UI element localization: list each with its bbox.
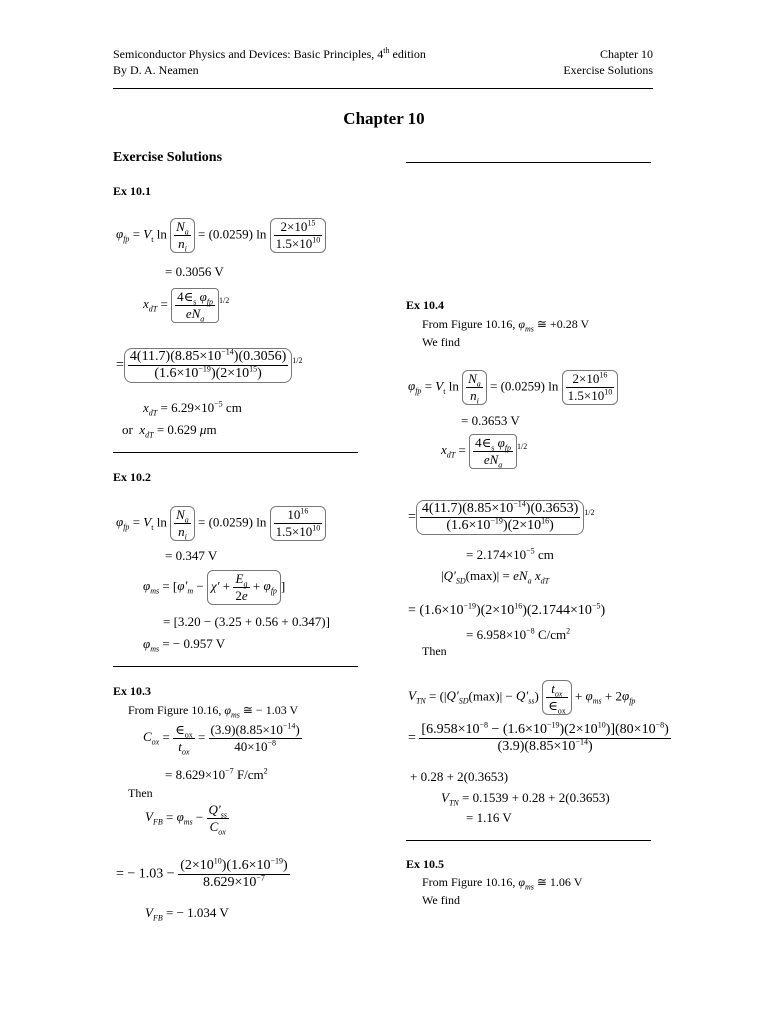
ex-10-4-then: Then — [422, 644, 447, 658]
header-author: By D. A. Neamen — [113, 63, 199, 77]
section-title: Exercise Solutions — [113, 150, 223, 165]
ex-10-3-vfb-value: $V_{FB}$ = − 1.034 V — [145, 905, 229, 923]
ex-10-1-label: Ex 10.1 — [113, 184, 152, 198]
ex-10-1-xdt-substitution: = $\frac{4(11.7)(8.85\times 10^{-14})(0.3056)}{(1.6\times 10^{-19})(2\times 10^{15})}$ $^{1/2}$ — [116, 347, 303, 381]
ex-10-4-label: Ex 10.4 — [406, 298, 445, 312]
ex-10-4-xdt-substitution: = $\frac{4(11.7)(8.85\times 10^{-14})(0.3653)}{(1.6\times 10^{-19})(2\times 10^{16})}$ $^{1/2}$ — [408, 499, 595, 533]
ex-10-4-phi-fp-value: = 0.3653 V — [461, 413, 520, 428]
ex-10-2-phi-ms-formula: $\varphi_{ms} = [\varphi'_m - \chi'$ + $\frac{E_g}{2e}$ + $\varphi_{fp}$ ] — [143, 571, 286, 603]
ex-10-4-end-rule — [406, 840, 651, 841]
ex-10-2-phi-fp-value: = 0.347 V — [165, 548, 218, 563]
ex-10-1-xdt-value: $x_{dT} = 6.29\times 10^{-5}$ cm — [143, 399, 242, 418]
ex-10-1-end-rule — [113, 452, 358, 453]
ex-10-3-then: Then — [128, 786, 153, 800]
ex-10-4-phi-fp-equation: $\varphi_{fp} = V_t$ ln $\frac{N_a}{n_i}$ = (0.0259) ln $\frac{2\times 10^{16}}{1.5\times 10^{10}}$ — [408, 370, 618, 405]
ex-10-3-cox-value: = $8.629\times 10^{-7}$ $F/cm^2$ — [165, 766, 268, 782]
ex-10-3-vfb-formula: $V_{FB} = \varphi_{ms}$ − $\frac{Q'_{ss}}{C_{ox}}$ — [145, 802, 227, 837]
ex-10-4-xdt-formula: $x_{dT}$ = $\frac{4\in_s \varphi_{fp}}{eN_a}$ $^{1/2}$ — [441, 435, 528, 470]
ex-10-3-cox-equation: $C_{ox}$ = $\frac{\in_{ox}}{t_{ox}}$ = $\frac{(3.9)(8.85\times 10^{-14})}{40\times 10^{-8}}$ — [143, 721, 300, 757]
ex-10-3-vfb-substitution: = − 1.03 − $\frac{(2\times 10^{10})(1.6\times 10^{-19})}{8.629\times 10^{-7}}$ — [116, 856, 288, 890]
ex-10-3-intro: From Figure 10.16, $\varphi_{ms}$ ≅ − 1.03 V — [128, 703, 299, 720]
ex-10-5-label: Ex 10.5 — [406, 857, 445, 871]
ex-10-4-qsd-formula: $|Q'_{SD}(\max)| = eN_a$ $x_{dT}$ — [441, 568, 550, 586]
ex-10-4-vtn-substitution: = $\frac{[6.958\times 10^{-8} - (1.6\times 10^{-19})(2\times 10^{10})](80\times 10^{-8})}{(3.9)(8.85\times 10^{-14})}$ — [408, 720, 669, 754]
ex-10-1-phi-fp-equation: $\varphi_{fp} = V_t$ ln $\frac{N_a}{n_i}$ = (0.0259) ln $\frac{2\times 10^{15}}{1.5\times 10^{10}}$ — [116, 218, 326, 253]
page-title: Chapter 10 — [343, 109, 425, 128]
ex-10-4-qsd-substitution: = $(1.6\times 10^{-19})(2\times 10^{16})(2.1744\times 10^{-5})$ — [408, 601, 606, 618]
header-chapter: Chapter 10 — [600, 47, 653, 61]
ex-10-4-xdt-value: = $2.174\times 10^{-5}$ cm — [466, 546, 554, 562]
ex-10-4-we-find: We find — [422, 335, 461, 349]
ex-10-2-phi-ms-value: $\varphi_{ms}$ = − 0.957 V — [143, 636, 226, 654]
header-left — [113, 46, 426, 78]
ex-10-1-xdt-alt-value: or $x_{dT} = 0.629$ μm — [122, 422, 217, 440]
ex-10-1-phi-fp-value: = 0.3056 V — [165, 264, 224, 279]
ex-10-4-qsd-value: = $6.958\times 10^{-8}$ $C/cm^2$ — [466, 626, 571, 642]
header-right — [563, 46, 653, 78]
ex-10-1-xdt-formula: $x_{dT}$ = $\frac{4\in_s \varphi_{fp}}{eN_a}$ $^{1/2}$ — [143, 289, 230, 324]
ex-10-2-end-rule — [113, 666, 358, 667]
ex-10-4-vtn-tail: + 0.28 + 2(0.3653) — [410, 769, 509, 784]
ex-10-4-intro: From Figure 10.16, $\varphi_{ms}$ ≅ +0.28 V — [422, 317, 590, 334]
header-section: Exercise Solutions — [563, 63, 653, 77]
header-rule — [113, 88, 653, 89]
ex-10-3-label: Ex 10.3 — [113, 684, 152, 698]
ex-10-5-intro: From Figure 10.16, $\varphi_{ms}$ ≅ 1.06 V — [422, 875, 583, 892]
ex-10-4-vtn-numeric: $V_{TN} = 0.1539 + 0.28 + 2(0.3653)$ — [441, 790, 610, 808]
ex-10-5-we-find: We find — [422, 893, 461, 907]
header-book-title: Semiconductor Physics and Devices: Basic Principles, 4th edition — [113, 46, 426, 61]
right-column-rule — [406, 162, 651, 163]
ex-10-2-phi-ms-substitution: = [3.20 − (3.25 + 0.56 + 0.347)] — [163, 614, 330, 629]
ex-10-4-vtn-value: = 1.16 V — [466, 810, 512, 825]
ex-10-4-vtn-formula: $V_{TN} = (|Q'_{SD}(\max)| - Q'_{ss})$ $\frac{t_{ox}}{\in_{ox}}$ + $\varphi_{ms} + 2\varphi_{fp}$ — [408, 681, 636, 716]
ex-10-2-phi-fp-equation: $\varphi_{fp} = V_t$ ln $\frac{N_a}{n_i}$ = (0.0259) ln $\frac{10^{16}}{1.5\times 10^{10}}$ — [116, 506, 326, 541]
ex-10-2-label: Ex 10.2 — [113, 470, 152, 484]
